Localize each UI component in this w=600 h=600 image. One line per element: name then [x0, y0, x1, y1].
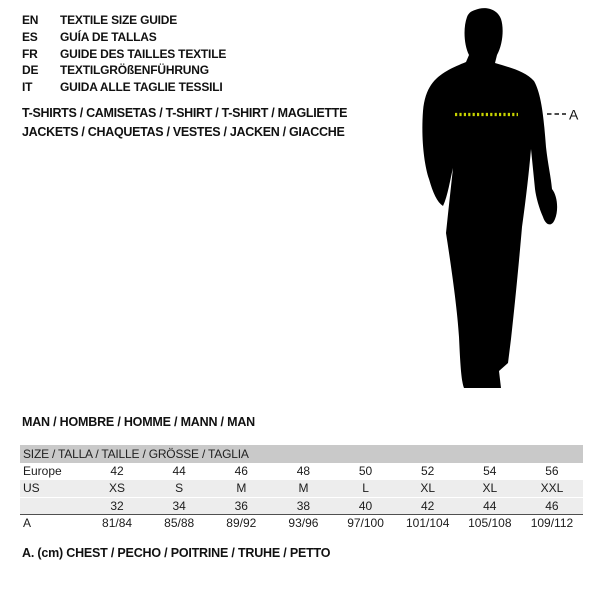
- table-cell: XL: [420, 481, 436, 495]
- language-label: TEXTILGRÖßENFÜHRUNG: [60, 63, 209, 78]
- table-row-chest-a: [20, 514, 583, 532]
- table-cell: 52: [421, 464, 435, 478]
- language-row: [22, 12, 226, 29]
- language-label: GUIDA ALLE TAGLIE TESSILI: [60, 80, 223, 95]
- language-row: [22, 62, 226, 79]
- table-cell: M: [298, 481, 309, 495]
- table-cell: 93/96: [288, 516, 319, 530]
- table-cell: L: [362, 481, 369, 495]
- language-row: [22, 79, 226, 96]
- table-row-europe: [20, 463, 583, 480]
- row-label: Europe: [23, 464, 62, 478]
- language-code: EN: [22, 13, 39, 27]
- language-label: GUÍA DE TALLAS: [60, 29, 157, 44]
- table-cell: 42: [421, 499, 435, 513]
- table-cell: XXL: [540, 481, 564, 495]
- row-label: [20, 498, 86, 514]
- table-cell: 54: [483, 464, 497, 478]
- category-line-jackets: JACKETS / CHAQUETAS / VESTES / JACKEN / GIACCHE: [22, 125, 345, 139]
- language-code: DE: [22, 63, 39, 78]
- table-cell: 50: [358, 464, 373, 478]
- row-label: US: [23, 481, 40, 495]
- table-cell: 81/84: [102, 516, 133, 530]
- table-row-uk: [20, 497, 583, 514]
- table-cell: 44: [483, 499, 497, 513]
- language-label: GUIDE DES TAILLES TEXTILE: [60, 46, 227, 61]
- table-cell: 48: [296, 464, 311, 478]
- table-cell: 46: [234, 464, 248, 478]
- language-label: TEXTILE SIZE GUIDE: [60, 13, 178, 27]
- table-cell: S: [175, 481, 184, 495]
- table-cell: 109/112: [530, 516, 574, 530]
- section-title-man: MAN / HOMBRE / HOMME / MANN / MAN: [22, 415, 255, 429]
- language-guide: [22, 12, 226, 96]
- man-silhouette-figure: [400, 0, 600, 400]
- table-cell: 56: [545, 464, 559, 478]
- size-table: [20, 445, 583, 532]
- table-cell: 105/108: [468, 516, 512, 530]
- table-cell: 36: [234, 499, 248, 513]
- table-cell: 85/88: [164, 516, 195, 530]
- table-cell: M: [236, 481, 247, 495]
- table-cell: 42: [110, 464, 124, 478]
- table-cell: 38: [296, 499, 311, 513]
- table-cell: 97/100: [347, 516, 384, 530]
- table-cell: XL: [482, 481, 498, 495]
- table-cell: 89/92: [226, 516, 257, 530]
- language-code: FR: [22, 46, 38, 61]
- language-code: ES: [22, 29, 38, 44]
- table-cell: 46: [545, 499, 559, 513]
- table-cell: XS: [109, 481, 126, 495]
- measurement-footnote: A. (cm) CHEST / PECHO / POITRINE / TRUHE / PETTO: [22, 546, 331, 560]
- garment-categories: [22, 104, 347, 142]
- language-code: IT: [22, 80, 33, 95]
- table-cell: 44: [172, 464, 186, 478]
- category-line-tshirts: T-SHIRTS / CAMISETAS / T-SHIRT / T-SHIRT / MAGLIETTE: [22, 106, 348, 120]
- table-row-us: [20, 480, 583, 497]
- table-cell: 101/104: [405, 516, 450, 530]
- man-silhouette: [422, 8, 557, 388]
- table-cell: 34: [172, 499, 186, 513]
- table-cell: 32: [110, 499, 124, 513]
- table-cell: 40: [358, 499, 373, 513]
- row-label: A: [23, 516, 32, 530]
- language-row: [22, 29, 226, 46]
- size-table-header: SIZE / TALLA / TAILLE / GRÖSSE / TAGLIA: [20, 445, 583, 463]
- measure-label-a: A: [569, 106, 579, 123]
- language-row: [22, 46, 226, 63]
